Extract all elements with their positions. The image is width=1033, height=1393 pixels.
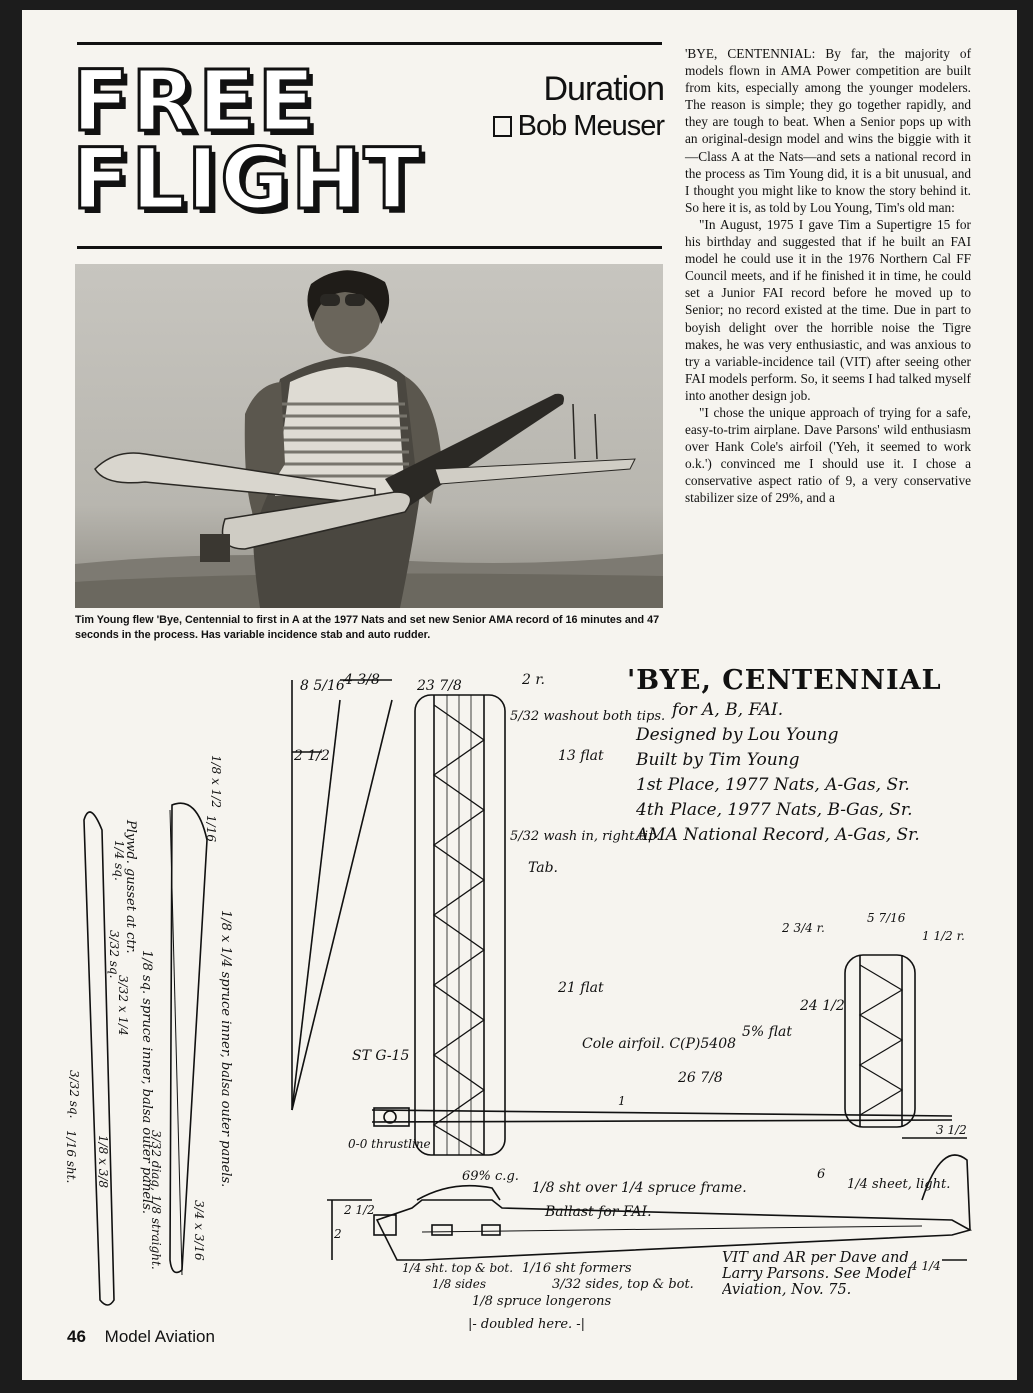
plan-title: 'BYE, CENTENNIAL: [627, 665, 942, 696]
header-top-rule: [77, 42, 662, 45]
label-doubled: |- doubled here. -|: [468, 1317, 586, 1332]
logo-word-flight: FLIGHT: [72, 130, 423, 228]
label-dim-26: 26 7/8: [678, 1070, 723, 1086]
label-flat13: 13 flat: [558, 748, 604, 764]
photo-tim-young-with-model: [75, 264, 663, 608]
label-thrust: 0-0 thrustline: [348, 1137, 431, 1151]
label-sq3: 3/32 x 1/4: [116, 975, 130, 1036]
magazine-page: [22, 10, 1017, 1380]
publication-name: Model Aviation: [104, 1327, 215, 1346]
checkbox-square-icon: [493, 116, 512, 137]
label-dim-2b: 2: [334, 1227, 342, 1241]
label-sheet-over: 1/8 sht over 1/4 spruce frame.: [532, 1180, 747, 1196]
label-topbot: 1/4 sht. top & bot.: [402, 1261, 514, 1275]
plan-builder: Built by Tim Young: [636, 750, 800, 770]
header-bottom-rule: [77, 246, 662, 249]
label-cg: 69% c.g.: [462, 1169, 519, 1184]
author-byline: [493, 110, 664, 143]
label-frac6: 3/4 x 3/16: [192, 1200, 206, 1261]
label-sheet-light: 1/4 sheet, light.: [847, 1177, 951, 1192]
label-frac4: 1/16 sht.: [64, 1130, 78, 1184]
article-column: [685, 45, 971, 507]
plan-drawing: [22, 660, 1017, 1360]
label-dim-2a: 2 1/2: [344, 1203, 375, 1217]
label-diag: 3/32 diag, 1/8 straight.: [149, 1130, 163, 1270]
label-dim-1: 1: [618, 1094, 626, 1108]
label-dim-4: 4 3/8: [344, 672, 380, 688]
free-flight-logo: [72, 52, 423, 228]
label-dim-2h: 2 1/2: [294, 748, 330, 764]
label-dim-112r: 1 1/2 r.: [922, 929, 965, 943]
label-dim-6: 6: [817, 1167, 826, 1182]
article-paragraph: "I chose the unique approach of trying for a safe, easy-to-trim airplane. Dave Parsons' wild enthusiasm over Hank Cole's airfoil ('Yeh, it seemed to work o.k.') convinced me I should use it. I chose a conservative aspect ratio of 9, a very conservative stabilizer size of 29%, and a: [685, 404, 971, 506]
photo-caption: Tim Young flew 'Bye, Centennial to first in A at the 1977 Nats and set new Senior AMA record of 16 minutes and 47 seconds in the process. Has variable incidence stab and auto rudder.: [75, 614, 660, 641]
page-number: 46: [67, 1327, 86, 1346]
label-vit: VIT and AR per Dave and Larry Parsons. See Model Aviation, Nov. 75.: [722, 1250, 912, 1298]
label-frac2: 1/16: [204, 815, 218, 842]
plan-record: AMA National Record, A-Gas, Sr.: [636, 825, 920, 845]
label-dim-8: 8 5/16: [300, 678, 345, 694]
plan-class: for A, B, FAI.: [672, 700, 784, 720]
wing-panel-outline: [415, 695, 505, 1155]
label-flat5: 5% flat: [742, 1024, 792, 1040]
stab-rib-section: [84, 812, 114, 1305]
plan-place-2: 4th Place, 1977 Nats, B-Gas, Sr.: [636, 800, 913, 820]
label-ballast: Ballast for FAI.: [545, 1204, 652, 1220]
label-sq2: 3/32 sq.: [107, 930, 121, 979]
label-longerons: 1/8 spruce longerons: [472, 1294, 612, 1309]
label-washout: 5/32 washout both tips.: [510, 709, 666, 724]
article-paragraph: "In August, 1975 I gave Tim a Supertigre 15 for his birthday and suggested that if he built an FAI model he could use it in the 1976 Northern Cal FF Council meets, and if he finished it in time, he could set a Junior FAI record before he moved up to Senior; no record existed at the time. Due in part to boyish delight over the horrible noise the Tigre makes, he was very enthusiastic, and was anxious to try a variable-incidence tail (VIT) after seeing other FAI models perform. So, it seems I had talked myself into another design job.: [685, 216, 971, 403]
plan-place-1: 1st Place, 1977 Nats, A-Gas, Sr.: [636, 775, 910, 795]
label-frac3: 3/32 sq.: [67, 1070, 81, 1119]
label-cole: Cole airfoil. C(P)5408: [582, 1036, 737, 1052]
label-dim-2r: 2 r.: [522, 672, 545, 688]
label-sides2: 3/32 sides, top & bot.: [552, 1277, 694, 1292]
label-frac5: 1/8 x 3/8: [96, 1135, 110, 1189]
label-dim-2412: 24 1/2: [800, 998, 845, 1014]
photo-illustration: [75, 264, 663, 608]
page-footer: [67, 1327, 215, 1347]
logo-word-free: FREE: [72, 52, 317, 150]
author-name: Bob Meuser: [517, 110, 664, 142]
label-flat21: 21 flat: [558, 980, 604, 996]
label-formers: 1/16 sht formers: [522, 1261, 632, 1276]
department-title: Duration: [543, 70, 664, 108]
label-spruce: 1/8 x 1/4 spruce inner, balsa outer panels.: [218, 910, 233, 1188]
article-paragraph: 'BYE, CENTENNIAL: By far, the majority of models flown in AMA Power competition are built from kits, especially among the younger modelers. The reason is simple; they go together rapidly, and they are tough to beat. When a Senior pops up with an original-design model and wins the biggie with it—Class A at the Nats—and sets a national record in the process as Tim Young did, it is a bit unusual, and I thought you might like to know the story behind it. So here it is, as told by Lou Young, Tim's old man:: [685, 46, 971, 215]
label-sq4: 1/8 sq. spruce inner, balsa outer panels.: [139, 950, 154, 1214]
plan-designer: Designed by Lou Young: [636, 725, 839, 745]
vit-note-box: [722, 1250, 912, 1330]
label-tab: Tab.: [528, 860, 559, 876]
label-sq1: 1/4 sq.: [112, 840, 126, 881]
label-dim-23: 23 7/8: [417, 678, 462, 694]
label-st: ST G-15: [352, 1048, 410, 1064]
label-dim-5716: 5 7/16: [867, 911, 906, 925]
stab-panel-outline: [845, 955, 915, 1127]
stab-geodetic-ribs: [860, 965, 902, 1115]
label-dim-414: 4 1/4: [910, 1259, 941, 1273]
label-dim-312: 3 1/2: [936, 1123, 967, 1137]
label-sides: 1/8 sides: [432, 1277, 487, 1291]
label-plywood: Plywd. gusset at ctr.: [123, 820, 138, 954]
pylon-side: [417, 1186, 500, 1200]
label-washin: 5/32 wash in, right tip.: [510, 829, 661, 844]
label-frac1: 1/8 x 1/2: [209, 755, 223, 809]
label-dim-234r: 2 3/4 r.: [782, 921, 825, 935]
